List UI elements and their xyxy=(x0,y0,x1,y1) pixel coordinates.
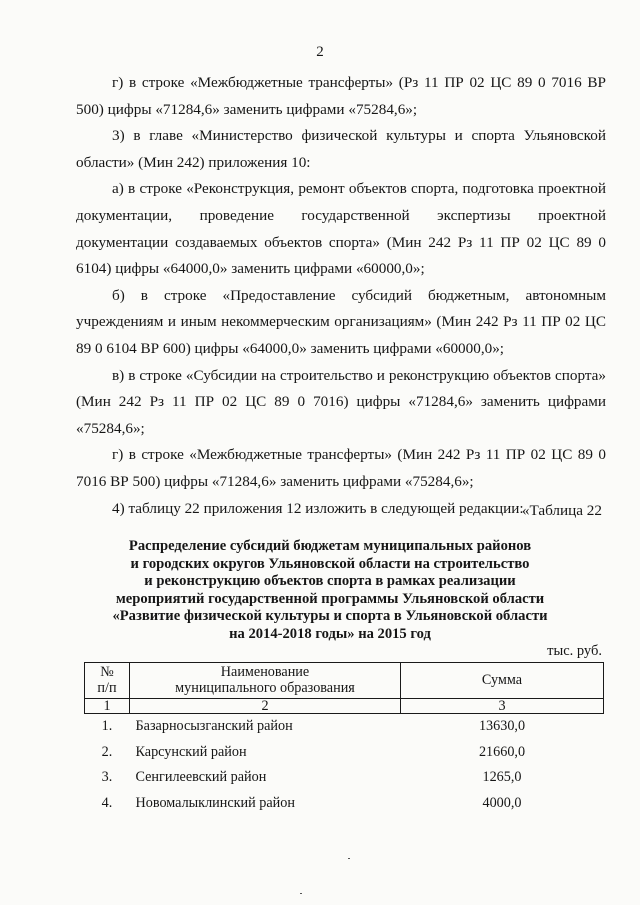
page-number: 2 xyxy=(316,44,324,60)
paragraph: 4) таблицу 22 приложения 12 изложить в следующей редакции: xyxy=(112,499,524,517)
header-name-line2: муниципального образования xyxy=(175,679,355,696)
paragraph: а) в строке «Реконструкция, ремонт объектов спорта, подготовка проектной документации, проведение государственной экспертизы проектной документации создаваемых объектов спорта» (Мин 242 Рз 11 ПР 02 ЦС 89 0 6104) цифры «64000,0» заменить цифрами «60000,0»; xyxy=(76,180,606,278)
row-sum: 1265,0 xyxy=(482,769,522,786)
table-row xyxy=(85,765,604,791)
row-sum: 13630,0 xyxy=(478,718,526,735)
header-name xyxy=(130,663,401,699)
row-number: 2. xyxy=(101,743,113,760)
column-number: 2 xyxy=(130,699,401,714)
header-row xyxy=(85,663,604,699)
row-sum: 21660,0 xyxy=(478,743,526,760)
column-number-row xyxy=(85,699,604,714)
title-line: «Развитие физической культуры и спорта в Ульяновской области xyxy=(112,608,548,625)
header-num-line1: № xyxy=(100,664,114,680)
row-sum: 4000,0 xyxy=(482,795,522,812)
title-line: мероприятий государственной программы Ульяновской области xyxy=(115,590,545,607)
column-number: 3 xyxy=(401,699,604,714)
header-sum: Сумма xyxy=(401,663,604,699)
header-num-line2: п/п xyxy=(97,679,117,696)
scan-speck xyxy=(348,858,350,859)
title-line: Распределение субсидий бюджетам муниципальных районов xyxy=(128,538,532,554)
table-row xyxy=(85,714,604,740)
row-name: Сенгилеевский район xyxy=(135,769,267,786)
title-line: и городских округов Ульяновской области на строительство xyxy=(130,555,530,572)
table-row xyxy=(85,740,604,766)
title-line: и реконструкцию объектов спорта в рамках реализации xyxy=(144,573,516,590)
header-num xyxy=(85,663,130,699)
row-number: 1. xyxy=(101,718,113,735)
subsidy-table xyxy=(84,662,604,816)
amendment-text xyxy=(76,70,606,522)
unit-label: тыс. руб. xyxy=(547,643,602,659)
column-number: 1 xyxy=(85,699,130,714)
row-name: Карсунский район xyxy=(135,743,247,760)
paragraph: 3) в главе «Министерство физической культуры и спорта Ульяновской области» (Мин 242) приложения 10: xyxy=(76,127,606,171)
table-row xyxy=(85,791,604,817)
header-name-line1: Наименование xyxy=(220,664,310,680)
table-title xyxy=(90,538,570,644)
paragraph: б) в строке «Предоставление субсидий бюджетным, автономным учреждениям и иным некоммерческим организациям» (Мин 242 Рз 11 ПР 02 ЦС 89 0 6104 ВР 600) цифры «64000,0» заменить цифрами «60000,0»; xyxy=(76,286,606,357)
paragraph: в) в строке «Субсидии на строительство и реконструкцию объектов спорта» (Мин 242 Рз 11 ПР 02 ЦС 89 0 7016) цифры «71284,6» заменить цифрами «75284,6»; xyxy=(76,366,606,437)
title-line: на 2014-2018 годы» на 2015 год xyxy=(229,625,431,642)
row-number: 3. xyxy=(101,769,113,786)
scan-speck xyxy=(300,893,302,894)
table-reference: «Таблица 22 xyxy=(521,502,602,519)
row-name: Базарносызганский район xyxy=(135,718,293,735)
paragraph: г) в строке «Межбюджетные трансферты» (Рз 11 ПР 02 ЦС 89 0 7016 ВР 500) цифры «71284,6» заменить цифрами «75284,6»; xyxy=(76,74,606,118)
row-name: Новомалыклинский район xyxy=(135,795,295,812)
paragraph: г) в строке «Межбюджетные трансферты» (Мин 242 Рз 11 ПР 02 ЦС 89 0 7016 ВР 500) цифры «71284,6» заменить цифрами «75284,6»; xyxy=(76,446,606,490)
row-number: 4. xyxy=(101,795,113,812)
